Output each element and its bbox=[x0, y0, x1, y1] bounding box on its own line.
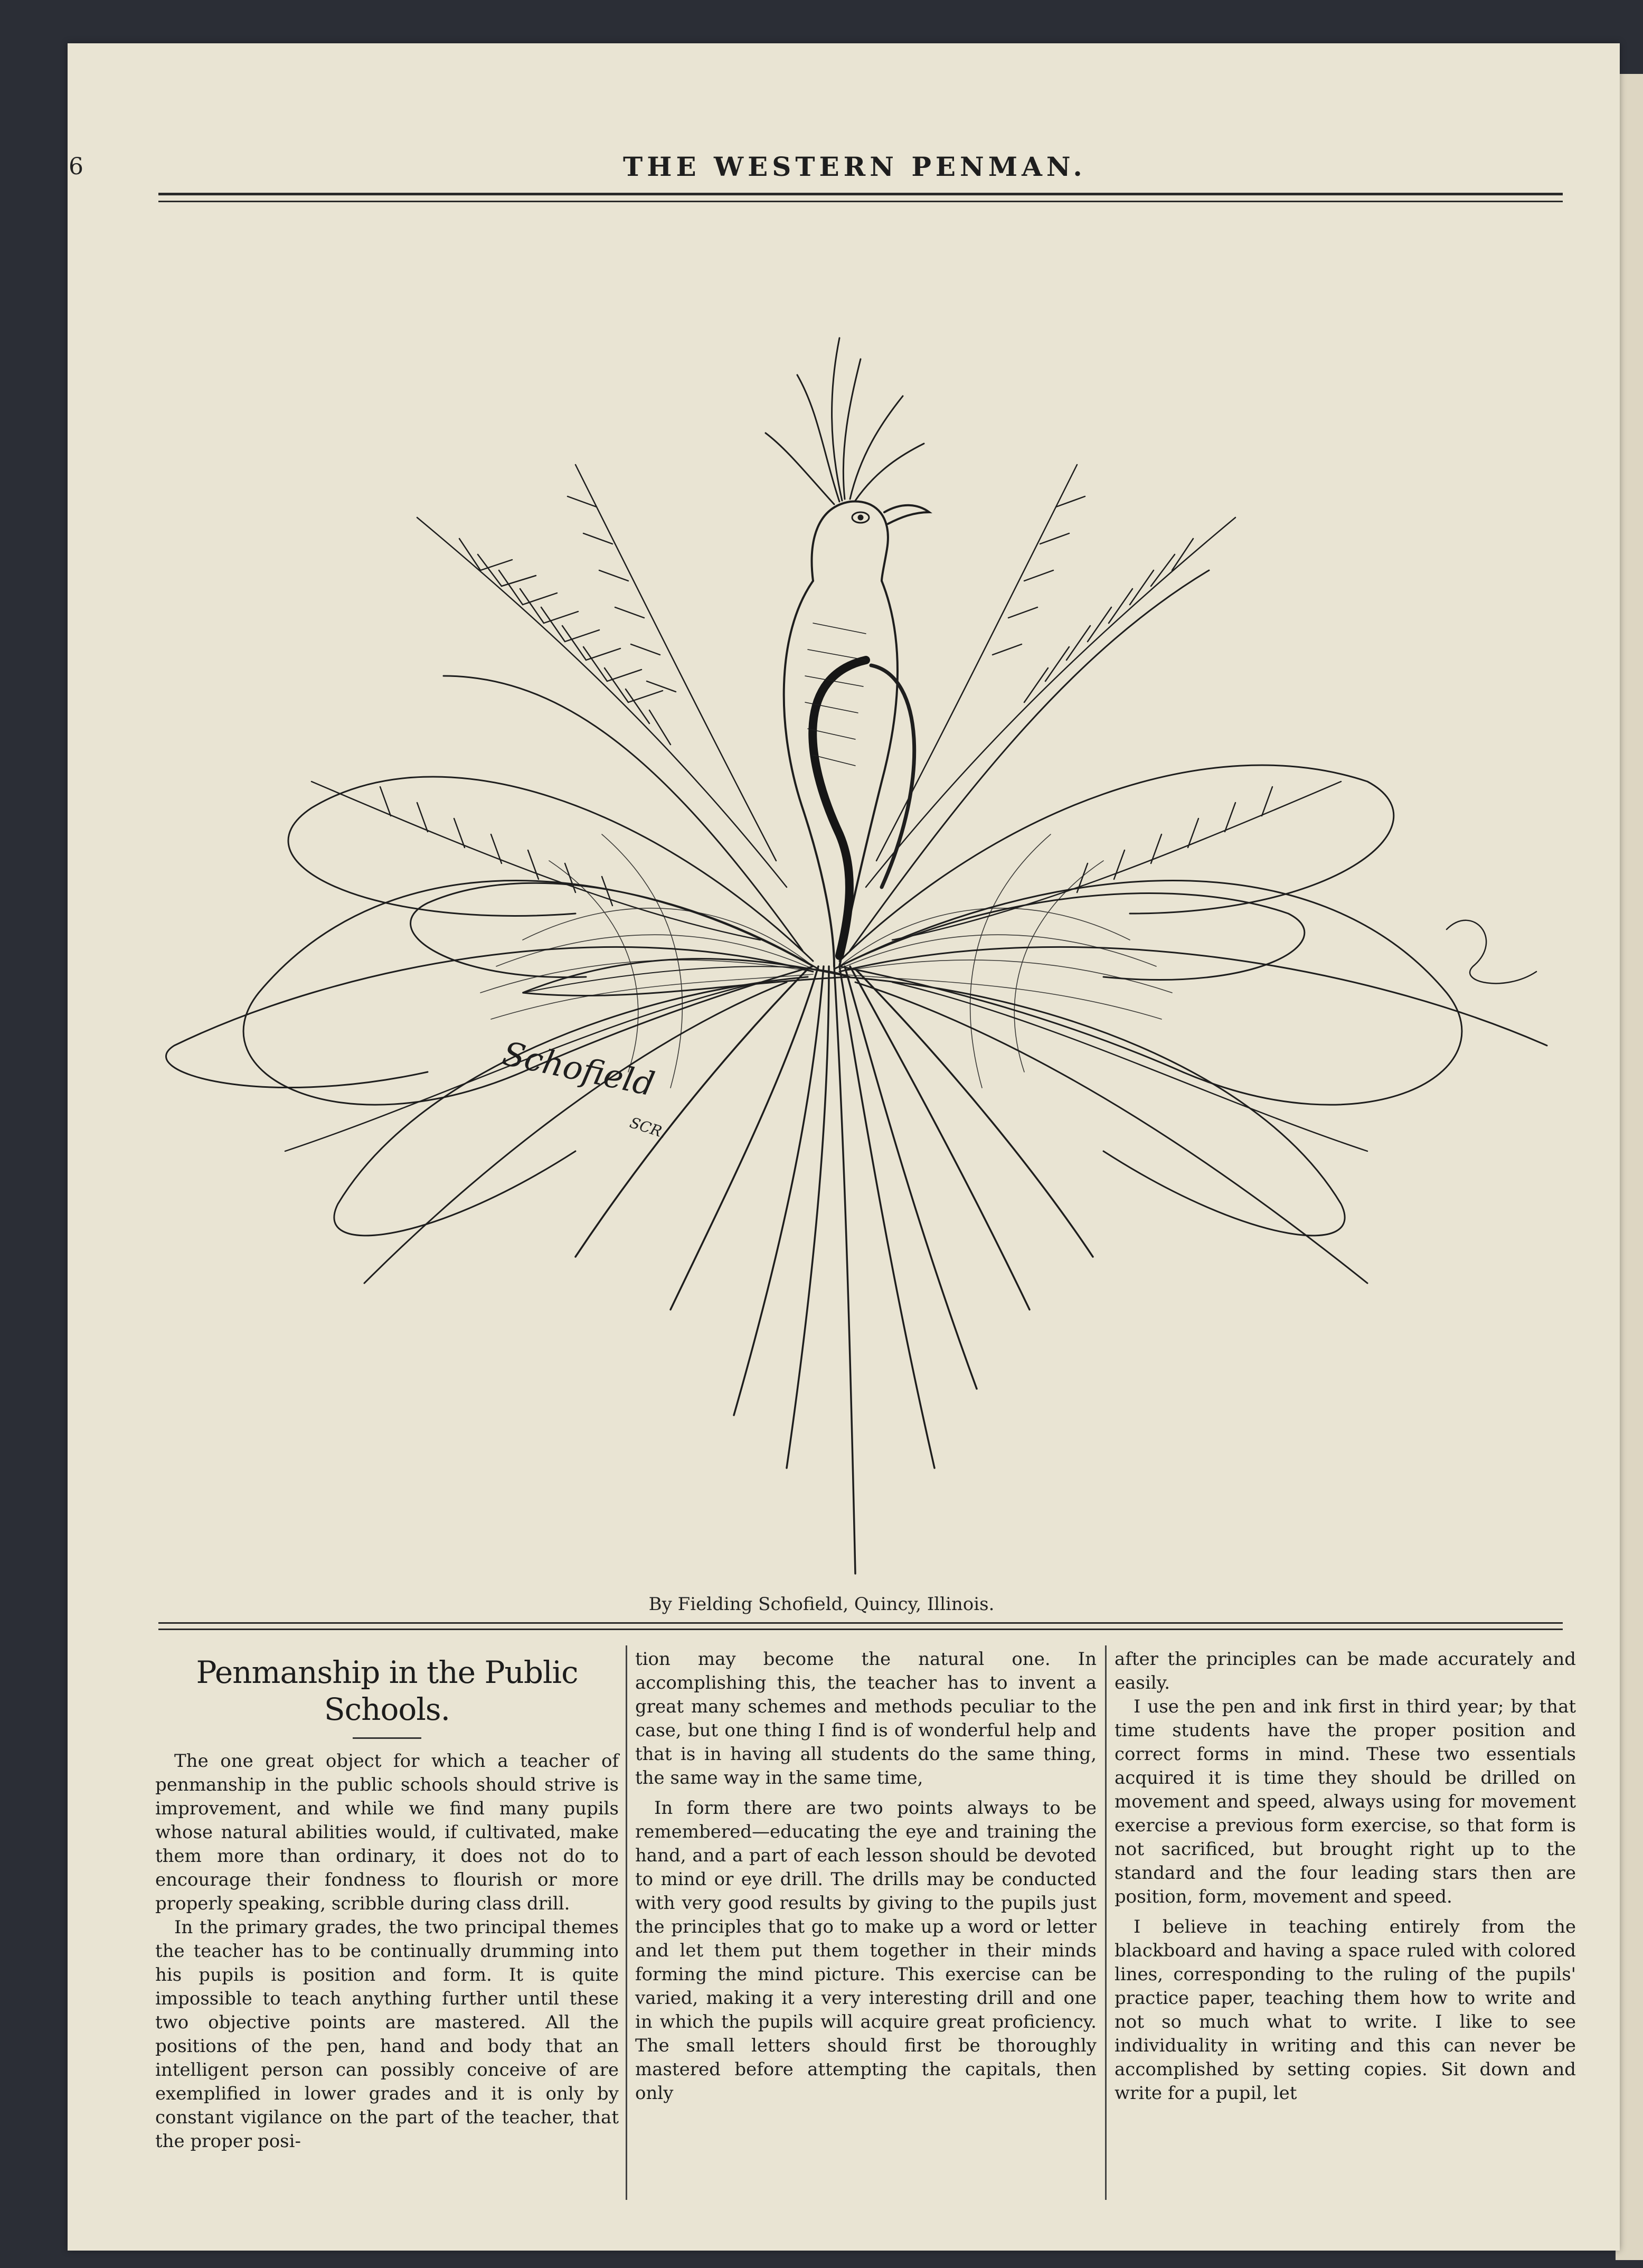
paragraph: In the primary grades, the two principal themes the teacher has to be continually drumming into his pupils is position and form. It is quite impossible to teach anything further until these two objective points are mastered. All the positions of the pen, hand and body that an intelligent person can possibly conceive of are exemplified in lower grades and it is only by constant vigilance on the part of the teacher, that the proper posi- bbox=[155, 1917, 619, 2152]
flourish-loops-left bbox=[166, 676, 818, 1283]
illustration-caption: By Fielding Schofield, Quincy, Illinois. bbox=[648, 1594, 995, 1615]
article-column-2 bbox=[635, 1648, 1097, 2105]
bird-body bbox=[766, 338, 929, 966]
column-divider-1 bbox=[626, 1645, 627, 2200]
header-rule-top bbox=[158, 193, 1563, 195]
feather-plumes-right bbox=[866, 465, 1536, 1151]
paragraph: I use the pen and ink first in third year; by that time students have the proper position and correct forms in mind. These two essentials acquired it is time they should be drilled on movement and speed, always using for movement exercise a previous form exercise, so that form is not sacrificed, but brought right up to the standard and the four leading stars then are position, form, movement and speed. bbox=[1115, 1696, 1576, 1907]
paragraph: The one great object for which a teacher of penmanship in the public schools should strive is improvement, and while we find many pupils whose natural abilities would, if cultivated, make them more than ordinary, it does not do to encourage their fondness to flourish or more properly speaking, scribble during class drill. bbox=[155, 1751, 619, 1914]
caption-rule-top bbox=[158, 1622, 1563, 1624]
artist-signature: Schofield bbox=[499, 1033, 658, 1104]
article-column-3 bbox=[1115, 1648, 1576, 2105]
flourish-loops-right bbox=[834, 570, 1547, 1283]
page-number: 6 bbox=[69, 153, 83, 180]
title-divider bbox=[353, 1737, 421, 1739]
caption-rule-bottom bbox=[158, 1629, 1563, 1630]
article-title: Penmanship in the Public Schools. bbox=[196, 1654, 578, 1727]
article-column-1 bbox=[155, 1648, 619, 2153]
flourished-bird-illustration bbox=[153, 201, 1579, 1605]
signature-mark: SCR. bbox=[627, 1114, 669, 1142]
paragraph-continued: tion may become the natural one. In accomplishing this, the teacher has to invent a great many schemes and methods peculiar to the case, but one thing I find is of wonderful help and that is in having all students do the same thing, the same way in the same time, bbox=[635, 1649, 1097, 1789]
paragraph-continued: after the principles can be made accurately and easily. bbox=[1115, 1649, 1576, 1693]
masthead-title: THE WESTERN PENMAN. bbox=[623, 151, 1087, 182]
column-divider-2 bbox=[1105, 1645, 1107, 2200]
tail-streamers bbox=[575, 966, 1093, 1574]
paragraph: In form there are two points always to be remembered—educating the eye and training the hand, and a part of each lesson should be devoted to mind or eye drill. The drills may be conducted with very good results by giving to the pupils just the principles that go to make up a word or letter and let them put them together in their minds forming the mind picture. This exercise can be varied, making it a very interesting drill and one in which the pupils will acquire great proficiency. The small letters should first be thoroughly mastered before attempting the capitals, then only bbox=[635, 1798, 1097, 2104]
paragraph: I believe in teaching entirely from the blackboard and having a space ruled with colored lines, corresponding to the ruling of the pupils' practice paper, teaching them how to write and not so much what to write. I like to see individuality in writing and this can never be accomplished by setting copies. Sit down and write for a pupil, let bbox=[1115, 1916, 1576, 2104]
